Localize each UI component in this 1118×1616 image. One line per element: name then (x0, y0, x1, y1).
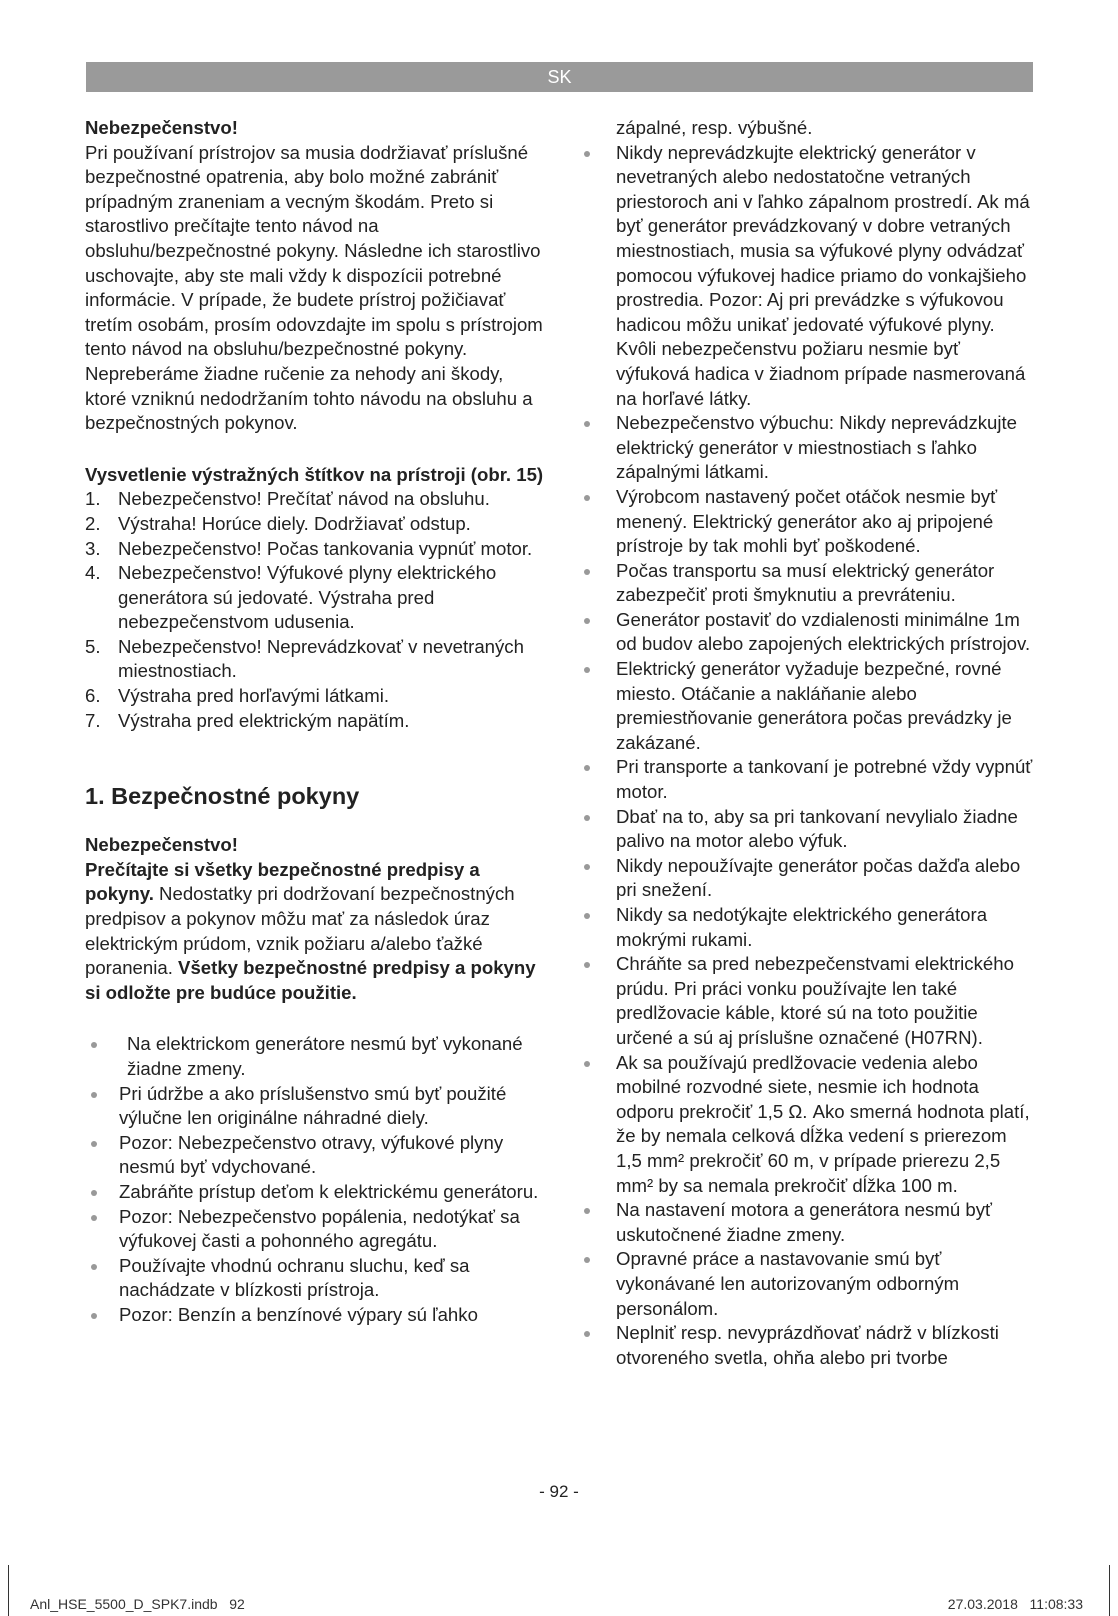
list-item: Používajte vhodnú ochranu sluchu, keď sa nachádzate v blízkosti prístroja. (85, 1254, 545, 1303)
list-item: Pozor: Benzín a benzínové výpary sú ľahko (85, 1303, 545, 1328)
list-item: 7. Výstraha pred elektrickým napätím. (85, 709, 410, 731)
footer-timestamp: 27.03.2018 11:08:33 (947, 1596, 1083, 1612)
list-item: 1. Nebezpečenstvo! Prečítať návod na obsluhu. (85, 488, 490, 510)
list-item: Zabráňte prístup deťom k elektrickému generátoru. (85, 1180, 545, 1205)
list-item: Pri transporte a tankovaní je potrebné vždy vypnúť motor. (580, 755, 1035, 804)
safety-bullets-right (580, 141, 1035, 1371)
crop-mark-right (1109, 1565, 1110, 1616)
list-item: Chráňte sa pred nebezpečenstvami elektrického prúdu. Pri práci vonku používajte len také predlžovacie káble, ktoré sú na toto použitie určené a sú aj príslušne označené (H07RN). (580, 952, 1035, 1050)
list-item: Neplniť resp. nevyprázdňovať nádrž v blízkosti otvoreného svetla, ohňa alebo pri tvorbe (580, 1321, 1035, 1370)
list-item: 4. Nebezpečenstvo! Výfukové plyny elektrického generátora sú jedovaté. Výstraha pred nebezpečenstvom udusenia. (85, 562, 497, 633)
list-item: Nikdy sa nedotýkajte elektrického generátora mokrými rukami. (580, 903, 1035, 952)
list-item: Počas transportu sa musí elektrický generátor zabezpečiť proti šmyknutiu a prevráteniu. (580, 559, 1035, 608)
list-item: Nikdy nepoužívajte generátor počas dažďa alebo pri snežení. (580, 854, 1035, 903)
list-item: Pri údržbe a ako príslušenstvo smú byť použité výlučne len originálne náhradné diely. (85, 1082, 545, 1131)
page-number: - 92 - (539, 1482, 579, 1501)
list-item: Na nastavení motora a generátora nesmú byť uskutočnené žiadne zmeny. (580, 1198, 1035, 1247)
danger-heading: Nebezpečenstvo! (85, 834, 238, 856)
list-item: 3. Nebezpečenstvo! Počas tankovania vypnúť motor. (85, 537, 533, 559)
list-item: Opravné práce a nastavovanie smú byť vykonávané len autorizovaným odborným personálom. (580, 1247, 1035, 1321)
continuation-text: zápalné, resp. výbušné. (616, 117, 813, 138)
warning-labels-list (85, 487, 545, 733)
list-item: Na elektrickom generátore nesmú byť vykonané žiadne zmeny. (85, 1032, 545, 1081)
left-column (85, 116, 545, 1328)
list-item: Nebezpečenstvo výbuchu: Nikdy neprevádzkujte elektrický generátor v miestnostiach s ľahko zápalnými látkami. (580, 411, 1035, 485)
list-item: Nikdy neprevádzkujte elektrický generátor v nevetraných alebo nedostatočne vetraných priestoroch ani v ľahko zápalnom prostredí. Ak má byť generátor prevádzkovaný v dobre vetraných miestnostiach, musia sa výfukové plyny odvádzať pomocou výfukovej hadice priamo do vonkajšieho prostredia. Pozor: Aj pri prevádzke s výfukovou hadicou môžu unikať jedovaté výfukové plyny. Kvôli nebezpečenstvu požiaru nesmie byť výfuková hadica v žiadnom prípade nasmerovaná na horľavé látky. (580, 141, 1035, 412)
list-item: Výrobcom nastavený počet otáčok nesmie byť menený. Elektrický generátor ako aj pripojené prístroje by tak mohli byť poškodené. (580, 485, 1035, 559)
list-item: Generátor postaviť do vzdialenosti minimálne 1m od budov alebo zapojených elektrických prístrojov. (580, 608, 1035, 657)
danger-paragraph: Prečítajte si všetky bezpečnostné predpisy a pokyny. Nedostatky pri dodržovaní bezpečnostných predpisov a pokynov môžu mať za následok úraz elektrickým prúdom, vznik požiaru a/alebo ťažké poranenia. Všetky bezpečnostné predpisy a pokyny si odložte pre budúce použitie. (85, 858, 536, 1003)
safety-bullets-left (85, 1032, 545, 1327)
section-title: 1. Bezpečnostné pokyny (85, 783, 360, 810)
list-item: Elektrický generátor vyžaduje bezpečné, rovné miesto. Otáčanie a nakláňanie alebo premiestňovanie generátora počas prevádzky je zakázané. (580, 657, 1035, 755)
language-code: SK (547, 67, 572, 87)
list-item: Pozor: Nebezpečenstvo otravy, výfukové plyny nesmú byť vdychované. (85, 1131, 545, 1180)
footer-file-info: Anl_HSE_5500_D_SPK7.indb 92 (30, 1596, 245, 1612)
right-column (580, 116, 1035, 1370)
language-header-bar (86, 62, 1033, 92)
list-item: Pozor: Nebezpečenstvo popálenia, nedotýkať sa výfukovej časti a pohonného agregátu. (85, 1205, 545, 1254)
list-item: 6. Výstraha pred horľavými látkami. (85, 685, 389, 707)
list-item: 5. Nebezpečenstvo! Neprevádzkovať v nevetraných miestnostiach. (85, 635, 524, 682)
list-item: Dbať na to, aby sa pri tankovaní nevylialo žiadne palivo na motor alebo výfuk. (580, 805, 1035, 854)
intro-heading: Nebezpečenstvo! (85, 117, 238, 138)
intro-paragraph: Pri používaní prístrojov sa musia dodržiavať príslušné bezpečnostné opatrenia, aby bolo možné zabrániť prípadným zraneniam a vecným škodám. Preto si starostlivo prečítajte tento návod na obsluhu/bezpečnostné pokyny. Následne ich starostlivo uschovajte, aby ste mali vždy k dispozícii potrebné informácie. V prípade, že budete prístroj požičiavať tretím osobám, prosím odovzdajte im spolu s prístrojom tento návod na obsluhu/bezpečnostné pokyny. Nepreberáme žiadne ručenie za nehody ani škody, ktoré vzniknú nedodržaním tohto návodu na obsluhu a bezpečnostných pokynov. (85, 141, 543, 434)
crop-mark-left (8, 1565, 9, 1616)
labels-heading: Vysvetlenie výstražných štítkov na prístroji (obr. 15) (85, 463, 544, 485)
list-item: Ak sa používajú predlžovacie vedenia alebo mobilné rozvodné siete, nesmie ich hodnota odporu prekročiť 1,5 Ω. Ako smerná hodnota platí, že by nemala celková dĺžka vedení s prierezom 1,5 mm² prekročiť 60 m, v prípade prierezu 2,5 mm² by sa nemala prekročiť dĺžka 100 m. (580, 1051, 1035, 1199)
list-item: 2. Výstraha! Horúce diely. Dodržiavať odstup. (85, 512, 471, 534)
